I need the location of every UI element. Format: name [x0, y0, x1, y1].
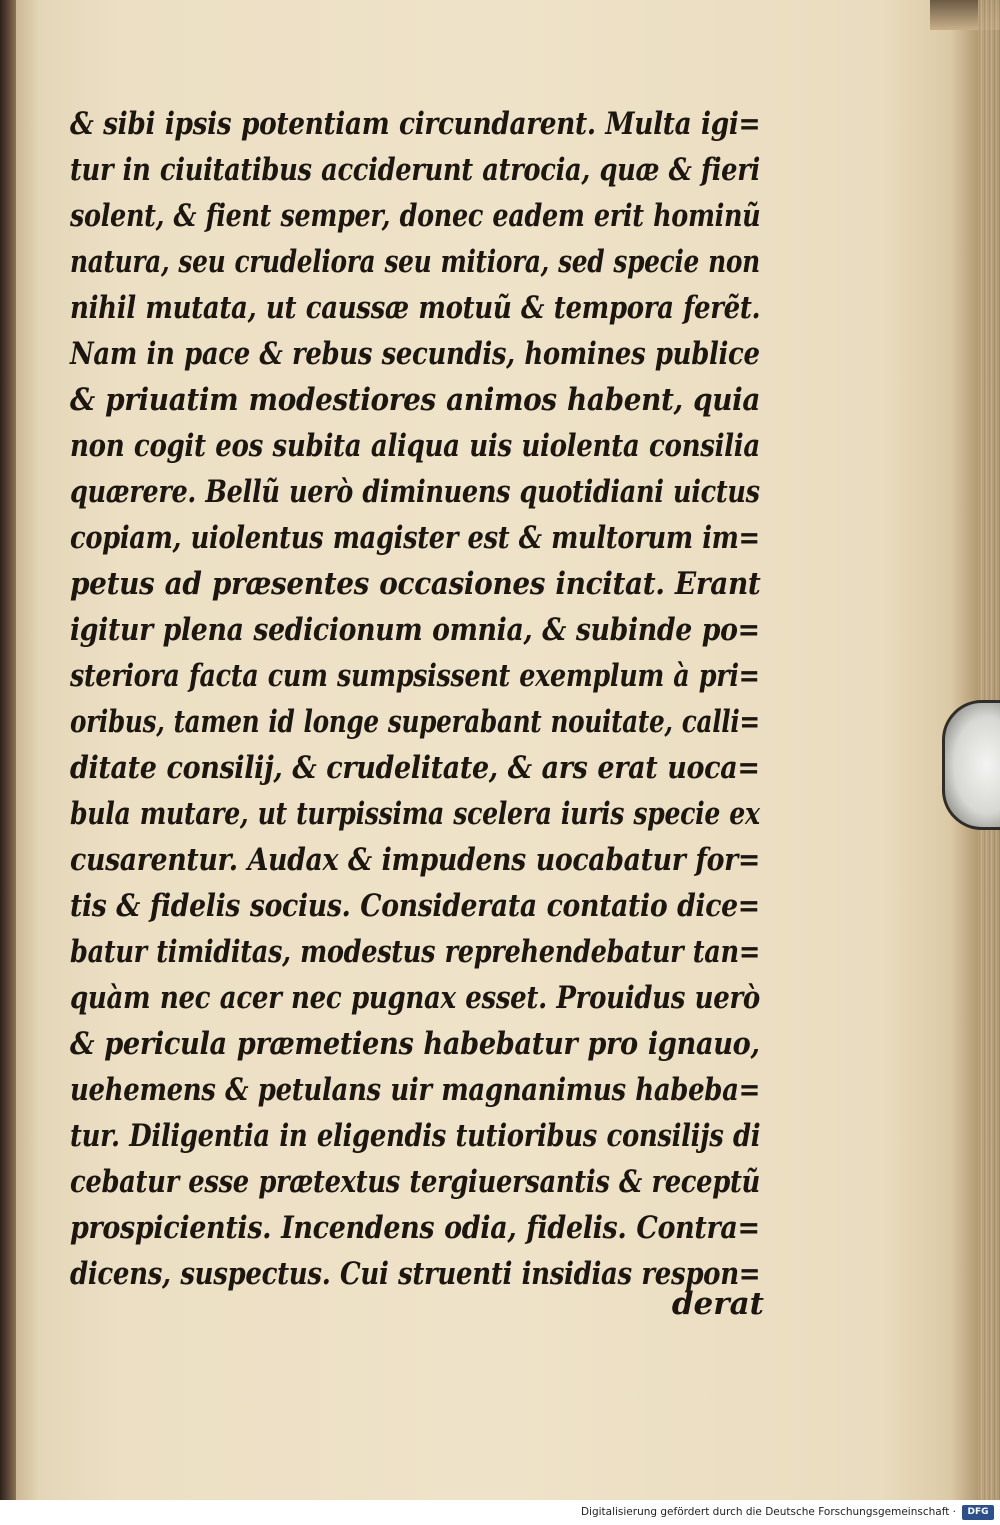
- text-line: cebatur esse prætextus tergiuersantis & receptũ: [70, 1164, 760, 1200]
- page-clip: [942, 700, 1000, 830]
- text-line: bula mutare, ut turpissima scelera iuris specie ex: [70, 796, 760, 832]
- text-line: dicens, suspectus. Cui struenti insidias respon=: [70, 1256, 761, 1292]
- text-line: ditate consilij, & crudelitate, & ars erat uoca=: [70, 750, 760, 786]
- text-line: tur. Diligentia in eligendis tutioribus consilijs di: [70, 1118, 761, 1154]
- text-line: igitur plena sedicionum omnia, & subinde po=: [70, 612, 760, 648]
- text-line: tur in ciuitatibus acciderunt atrocia, quæ & fieri: [70, 152, 760, 188]
- dfg-logo: DFG: [962, 1505, 994, 1520]
- digitization-footer: [0, 1500, 1000, 1525]
- text-line: batur timiditas, modestus reprehendebatur tan=: [70, 934, 760, 970]
- text-line: uehemens & petulans uir magnanimus habeba=: [70, 1072, 761, 1108]
- text-line: tis & fidelis socius. Considerata contatio dice=: [70, 888, 760, 924]
- text-line: cusarentur. Audax & impudens uocabatur for=: [70, 842, 760, 878]
- text-line: & sibi ipsis potentiam circundarent. Multa igi=: [70, 106, 761, 142]
- text-line: steriora facta cum sumpsissent exemplum à pri=: [70, 658, 760, 694]
- text-line: natura, seu crudeliora seu mitiora, sed specie non: [70, 244, 760, 280]
- text-line: quàm nec acer nec pugnax esset. Prouidus uerò: [70, 980, 760, 1016]
- text-line: solent, & fient semper, donec eadem erit hominũ: [70, 198, 761, 234]
- text-line: oribus, tamen id longe superabant nouitate, calli=: [70, 704, 760, 740]
- text-line: & pericula præmetiens habebatur pro ignauo,: [70, 1026, 760, 1062]
- text-line: petus ad præsentes occasiones incitat. Erant: [70, 566, 761, 602]
- text-line: nihil mutata, ut caussæ motuũ & tempora ferẽt.: [70, 290, 761, 326]
- text-line: quærere. Bellũ uerò diminuens quotidiani uictus: [70, 474, 760, 510]
- book-spine: [0, 0, 16, 1500]
- text-line: non cogit eos subita aliqua uis uiolenta consilia: [70, 428, 760, 464]
- text-line: Nam in pace & rebus secundis, homines publice: [70, 336, 760, 372]
- text-line: copiam, uiolentus magister est & multorum im=: [70, 520, 760, 556]
- text-block: [70, 100, 770, 1320]
- text-line: prospicientis. Incendens odia, fidelis. Contra=: [70, 1210, 760, 1246]
- funding-credit: Digitalisierung gefördert durch die Deutsche Forschungsgemeinschaft ·: [580, 1506, 956, 1518]
- text-line: & priuatim modestiores animos habent, quia: [70, 382, 761, 418]
- catchword: derat: [671, 1286, 764, 1322]
